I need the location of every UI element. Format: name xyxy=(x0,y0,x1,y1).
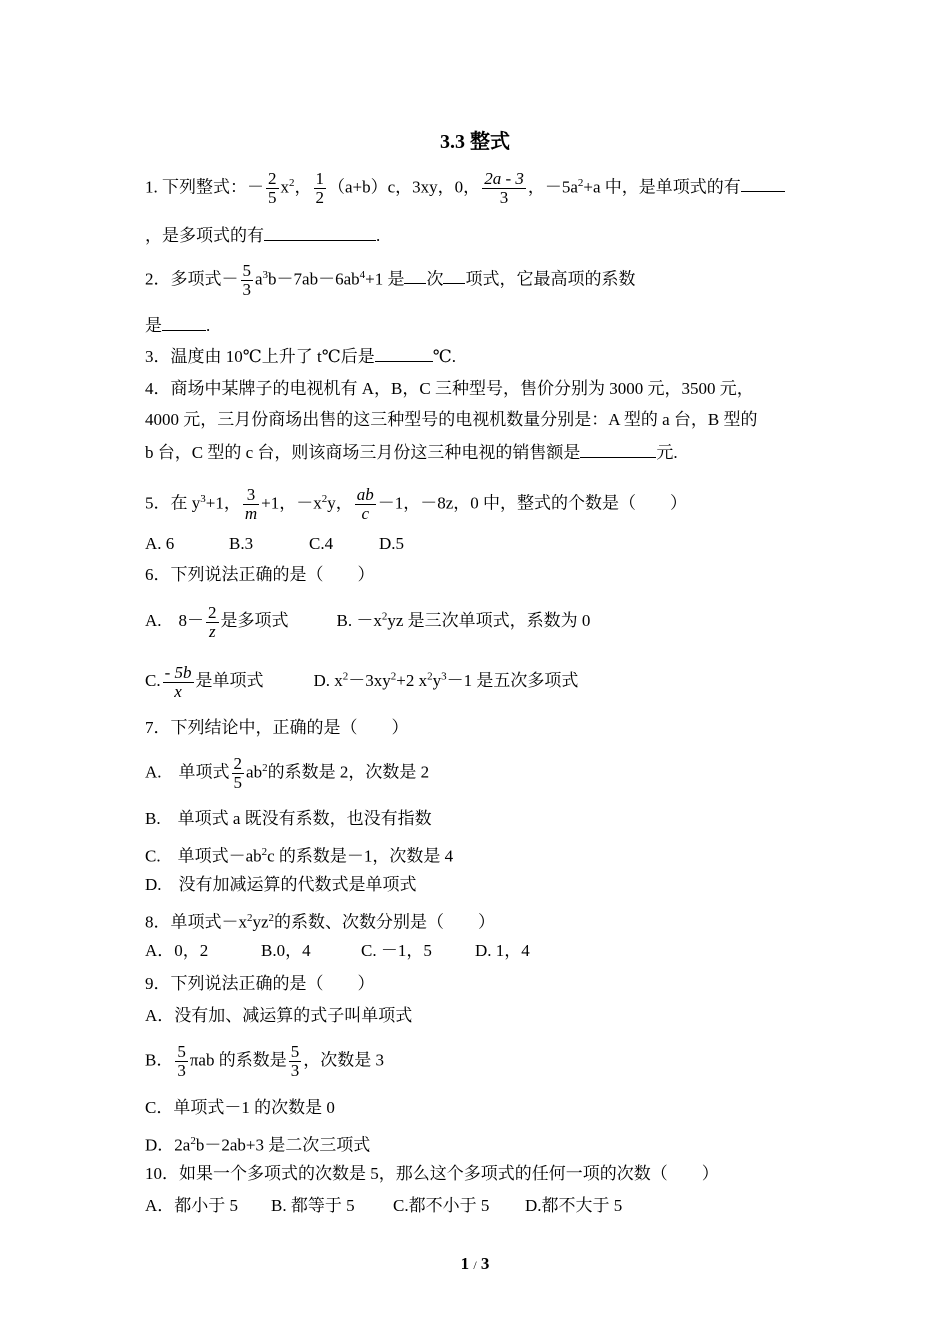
question-10-options xyxy=(145,1195,622,1217)
fraction: $\frac{2}{z}$ xyxy=(208,603,217,641)
question-6: 6．下列说法正确的是（ ） xyxy=(145,565,375,584)
option-a[interactable]: A. 6 xyxy=(145,534,175,553)
question-5: 5．在 $y^3+1$， $\frac{3}{m}$ +1，$-x^2y$， $\frac{ab}{c}$ －1，－8z，0 中，整式的个数是（ ） xyxy=(145,485,688,523)
option-c[interactable]: C. $\frac{- 5b}{x}$ 是单项式 xyxy=(145,663,264,701)
option-d[interactable]: D. $x^2-3xy^2+2$ $x^2y^3-1$ 是五次多项式 xyxy=(313,670,579,691)
option-a[interactable]: A．都小于 5 xyxy=(145,1196,239,1215)
question-8-options xyxy=(145,940,530,962)
option-d[interactable]: D. 1，4 xyxy=(475,941,530,960)
option-d[interactable]: D. 没有加减运算的代数式是单项式 xyxy=(145,875,417,894)
question-6-cd xyxy=(145,664,578,701)
question-4-line2: 4000 元，三月份商场出售的这三种型号的电视机数量分别是：A 型的 a 台，B 型的 xyxy=(145,410,758,429)
question-6-ab xyxy=(145,604,590,641)
question-1: 1. 下列整式：－ $\frac{2}{5}$ $x^2$， $\frac{1}{2}$ （a+b）c，3xy，0， $\frac{2a - 3}{3}$ ，$-5a^2+a$ 中，是单项式的有 xyxy=(145,170,785,207)
option-b[interactable]: B. 单项式 a 既没有系数，也没有指数 xyxy=(145,809,432,828)
question-10: 10．如果一个多项式的次数是 5，那么这个多项式的任何一项的次数（ ） xyxy=(145,1164,719,1183)
fraction: $\frac{- 5b}{x}$ xyxy=(164,663,192,701)
option-a[interactable]: A. 单项式 $\frac{2}{5}$ $ab^2$的系数是 2，次数是 2 xyxy=(145,754,430,792)
question-2: 2．多项式－ $\frac{5}{3}$ $a^3b-7ab-6ab^4+1$ 是 次 项式，它最高项的系数 xyxy=(145,261,636,299)
fraction: $\frac{3}{m}$ xyxy=(244,485,258,523)
fraction: $\frac{2}{5}$ xyxy=(233,754,243,792)
answer-blank[interactable] xyxy=(741,175,785,192)
question-7: 7．下列结论中，正确的是（ ） xyxy=(145,718,409,737)
answer-blank[interactable] xyxy=(375,345,433,362)
question-2-line2: 是 . xyxy=(145,316,211,335)
question-4-line1: 4．商场中某牌子的电视机有 A，B，C 三种型号，售价分别为 3000 元，3500 元， xyxy=(145,379,754,398)
fraction: $\frac{5}{3}$ xyxy=(177,1042,186,1080)
option-a[interactable]: A．0，2 xyxy=(145,941,209,960)
option-c[interactable]: C. 单项式$-ab^2c$ 的系数是－1，次数是 4 xyxy=(145,846,454,866)
page-title: 3.3 整式 xyxy=(440,131,510,153)
question-3: 3．温度由 10℃上升了 t℃后是 ℃. xyxy=(145,347,457,366)
option-a[interactable]: A．没有加、减运算的式子叫单项式 xyxy=(145,1006,413,1025)
question-5-options xyxy=(145,533,404,555)
option-b[interactable]: B． $\frac{5}{3}$ πab 的系数是 $\frac{5}{3}$ ，次数是 3 xyxy=(145,1042,384,1080)
answer-blank[interactable] xyxy=(443,267,465,284)
question-8: 8．单项式$-x^2yz^2$的系数、次数分别是（ ） xyxy=(145,912,496,932)
option-b[interactable]: B. 都等于 5 xyxy=(271,1196,355,1215)
fraction: $\frac{5}{3}$ xyxy=(290,1042,300,1080)
option-d[interactable]: D.5 xyxy=(379,534,405,553)
option-c[interactable]: C.4 xyxy=(309,534,334,553)
option-c[interactable]: C.都不小于 5 xyxy=(393,1196,490,1215)
option-d[interactable]: D.都不大于 5 xyxy=(525,1196,623,1215)
fraction: $\frac{5}{3}$ xyxy=(242,261,251,299)
question-4-line3: b 台，C 型的 c 台，则该商场三月份这三种电视的销售额是 元. xyxy=(145,443,678,462)
option-b[interactable]: B.3 xyxy=(229,534,254,553)
option-c[interactable]: C. －1，5 xyxy=(361,941,432,960)
question-1-line2: ，是多项式的有 . xyxy=(145,226,381,245)
option-a[interactable]: A. 8－ $\frac{2}{z}$ 是多项式 xyxy=(145,603,289,641)
fraction: $\frac{2a - 3}{3}$ xyxy=(484,169,524,207)
option-c[interactable]: C．单项式－1 的次数是 0 xyxy=(145,1098,335,1117)
fraction: $\frac{ab}{c}$ xyxy=(356,485,374,523)
answer-blank[interactable] xyxy=(162,314,206,331)
option-b[interactable]: B.0，4 xyxy=(261,941,311,960)
answer-blank[interactable] xyxy=(404,267,426,284)
option-b[interactable]: B. $-x^2yz$ 是三次单项式，系数为 0 xyxy=(336,610,591,631)
question-9: 9．下列说法正确的是（ ） xyxy=(145,974,375,993)
answer-blank[interactable] xyxy=(264,224,376,241)
fraction: $\frac{1}{2}$ xyxy=(315,169,324,207)
option-d[interactable]: D．$2a^2b-2ab+3$ 是二次三项式 xyxy=(145,1135,371,1155)
answer-blank[interactable] xyxy=(580,441,656,458)
fraction: $\frac{2}{5}$ xyxy=(268,169,277,207)
page-number: 1 / 3 xyxy=(460,1254,490,1273)
